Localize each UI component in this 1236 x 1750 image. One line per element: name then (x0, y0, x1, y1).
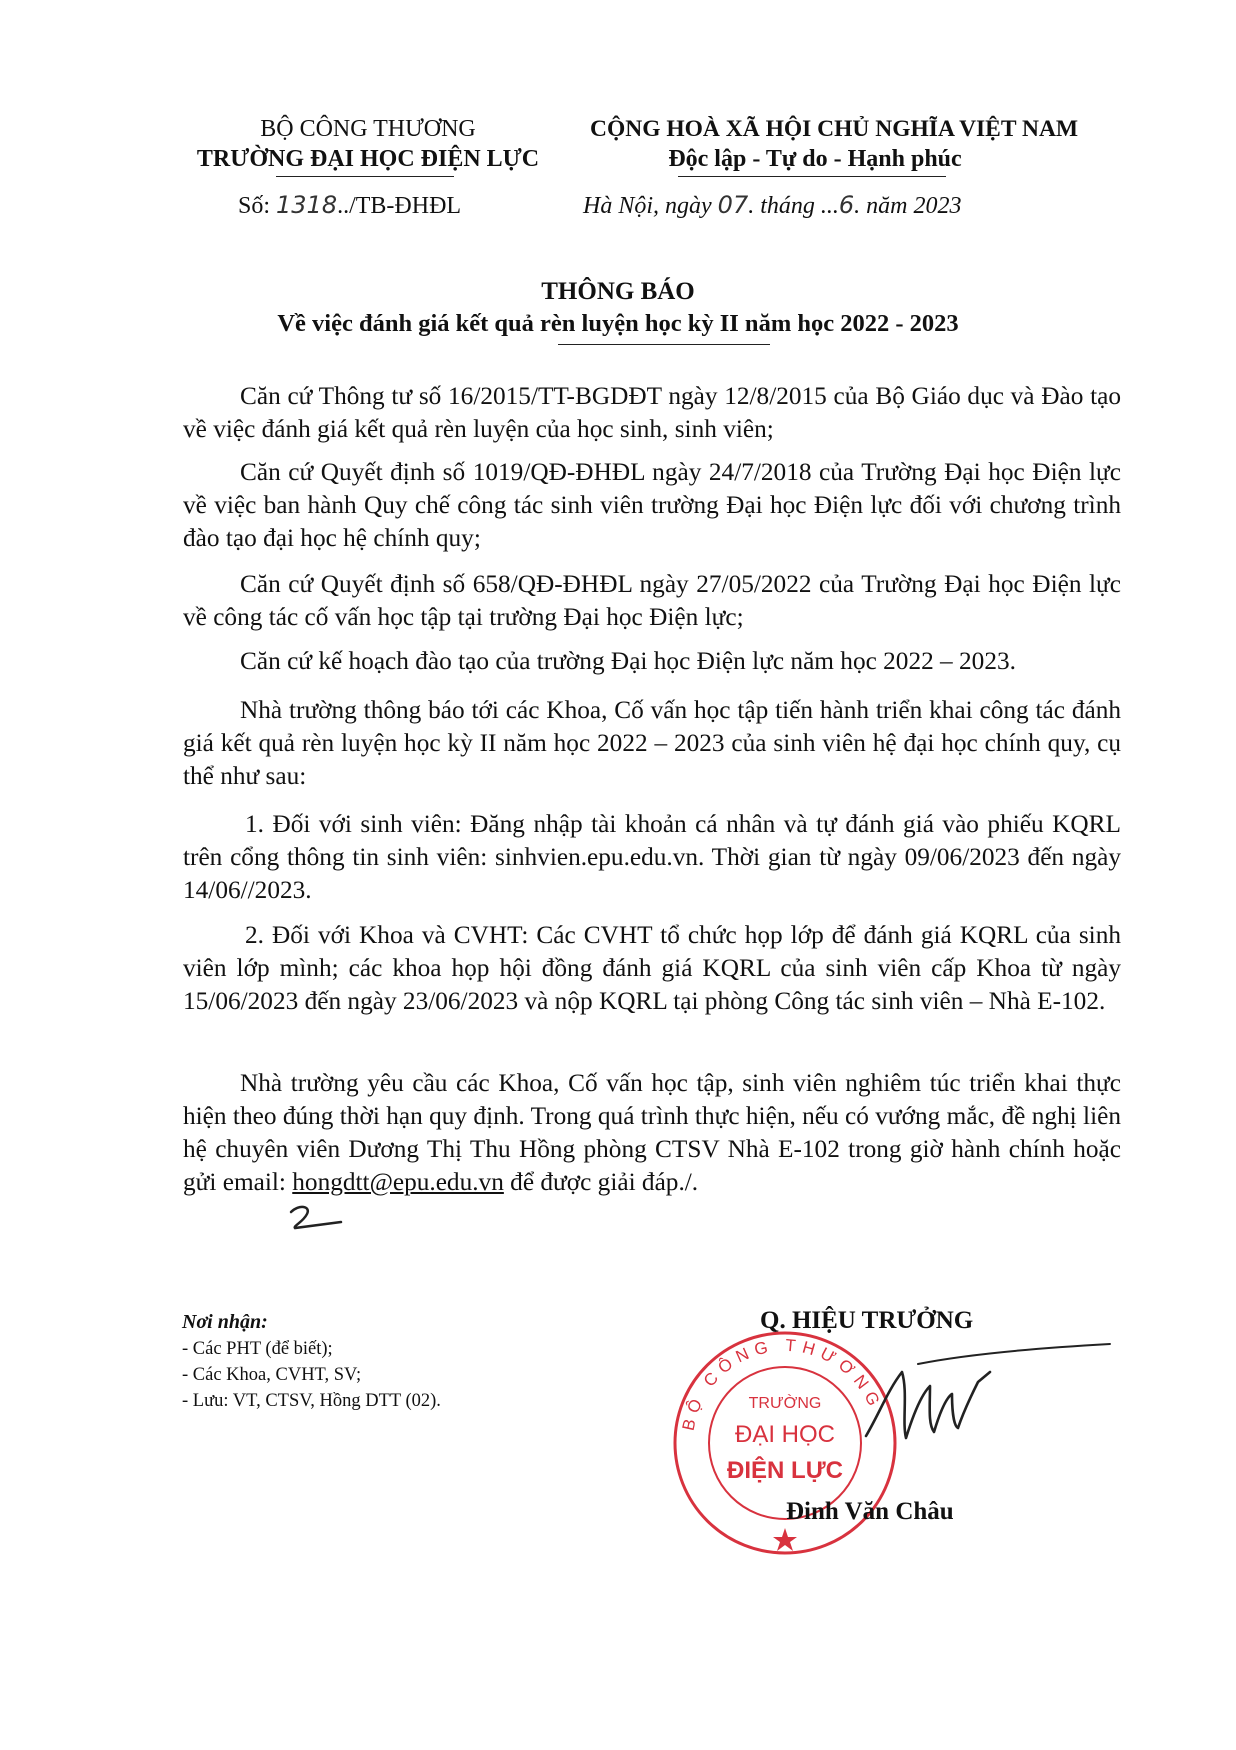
recipient-line: - Các Khoa, CVHT, SV; (182, 1365, 362, 1385)
paragraph-item-students: 1. Đối với sinh viên: Đăng nhập tài khoản cá nhân và tự đánh giá vào phiếu KQRL trên cổng thông tin sinh viên: sinhvien.epu.edu.vn. Thời gian từ ngày 09/06/2023 đến ngày 14/06//2023. (183, 810, 1121, 904)
document-title: THÔNG BÁO (541, 278, 695, 305)
seal-ring-text: BỘ CÔNG THƯƠNG (678, 1335, 886, 1433)
subtitle-underline (558, 344, 770, 345)
paragraph-item-faculty: 2. Đối với Khoa và CVHT: Các CVHT tổ chức họp lớp để đánh giá KQRL của sinh viên lớp mình; các khoa họp hội đồng đánh giá KQRL của sinh viên cấp Khoa từ ngày 15/06/2023 đến ngày 23/06/2023 và nộp KQRL tại phòng Công tác sinh viên – Nhà E-102. (183, 921, 1121, 1015)
recipients-heading: Nơi nhận: (182, 1311, 268, 1333)
document-number-handwritten: 1318 (276, 191, 338, 219)
recipient-line: - Các PHT (để biết); (182, 1339, 333, 1359)
date-day-handwritten: 07 (717, 191, 749, 219)
republic-name: CỘNG HOÀ XÃ HỘI CHỦ NGHĨA VIỆT NAM (590, 116, 1079, 142)
seal-line-1: TRƯỜNG (748, 1395, 822, 1412)
motto-underline (678, 176, 946, 177)
seal-line-2: ĐẠI HỌC (734, 1421, 836, 1448)
signer-name: Đinh Văn Châu (786, 1498, 954, 1525)
signer-title: Q. HIỆU TRƯỞNG (760, 1307, 974, 1334)
document-date: Hà Nội, ngày 07. tháng ...6. năm 2023 (583, 191, 962, 219)
paragraph-legal-basis-3: Căn cứ Quyết định số 658/QĐ-ĐHĐL ngày 27/05/2022 của Trường Đại học Điện lực về công tác cố vấn học tập tại trường Đại học Điện lực; (183, 570, 1121, 631)
paragraph-legal-basis-2: Căn cứ Quyết định số 1019/QĐ-ĐHĐL ngày 24/7/2018 của Trường Đại học Điện lực về việc ban hành Quy chế công tác sinh viên trường Đại học Điện lực đối với chương trình đào tạo đại học hệ chính quy; (183, 458, 1121, 552)
document-number: Số: 1318../TB-ĐHĐL (238, 191, 462, 219)
handwritten-signature-icon (858, 1342, 1118, 1452)
recipient-line: - Lưu: VT, CTSV, Hồng DTT (02). (182, 1391, 441, 1411)
date-month-handwritten: 6 (838, 191, 855, 219)
ministry-name: BỘ CÔNG THƯƠNG (260, 116, 476, 142)
school-name: TRƯỜNG ĐẠI HỌC ĐIỆN LỰC (196, 146, 540, 172)
paragraph-legal-basis-4: Căn cứ kế hoạch đào tạo của trường Đại học Điện lực năm học 2022 – 2023. (240, 647, 1016, 675)
paragraph-legal-basis-1: Căn cứ Thông tư số 16/2015/TT-BGDĐT ngày 12/8/2015 của Bộ Giáo dục và Đào tạo về việc đánh giá kết quả rèn luyện của học sinh, sinh viên; (183, 382, 1121, 443)
initial-mark-icon (285, 1202, 357, 1232)
paragraph-announcement: Nhà trường thông báo tới các Khoa, Cố vấn học tập tiến hành triển khai công tác đánh giá kết quả rèn luyện học kỳ II năm học 2022 – 2023 của sinh viên hệ đại học chính quy, cụ thể như sau: (183, 696, 1121, 790)
paragraph-requirements: Nhà trường yêu cầu các Khoa, Cố vấn học tập, sinh viên nghiêm túc triển khai thực hiện theo đúng thời hạn quy định. Trong quá trình thực hiện, nếu có vướng mắc, đề nghị liên hệ chuyên viên Dương Thị Thu Hồng phòng CTSV Nhà E-102 trong giờ hành chính hoặc gửi email: hongdtt@epu.edu.vn để được giải đáp./. (183, 1069, 1121, 1196)
contact-email-link[interactable]: hongdtt@epu.edu.vn (292, 1168, 504, 1196)
document-subtitle: Về việc đánh giá kết quả rèn luyện học kỳ II năm học 2022 - 2023 (277, 310, 959, 337)
school-underline (276, 176, 454, 177)
national-motto: Độc lập - Tự do - Hạnh phúc (668, 146, 962, 172)
seal-line-3: ĐIỆN LỰC (727, 1457, 843, 1484)
